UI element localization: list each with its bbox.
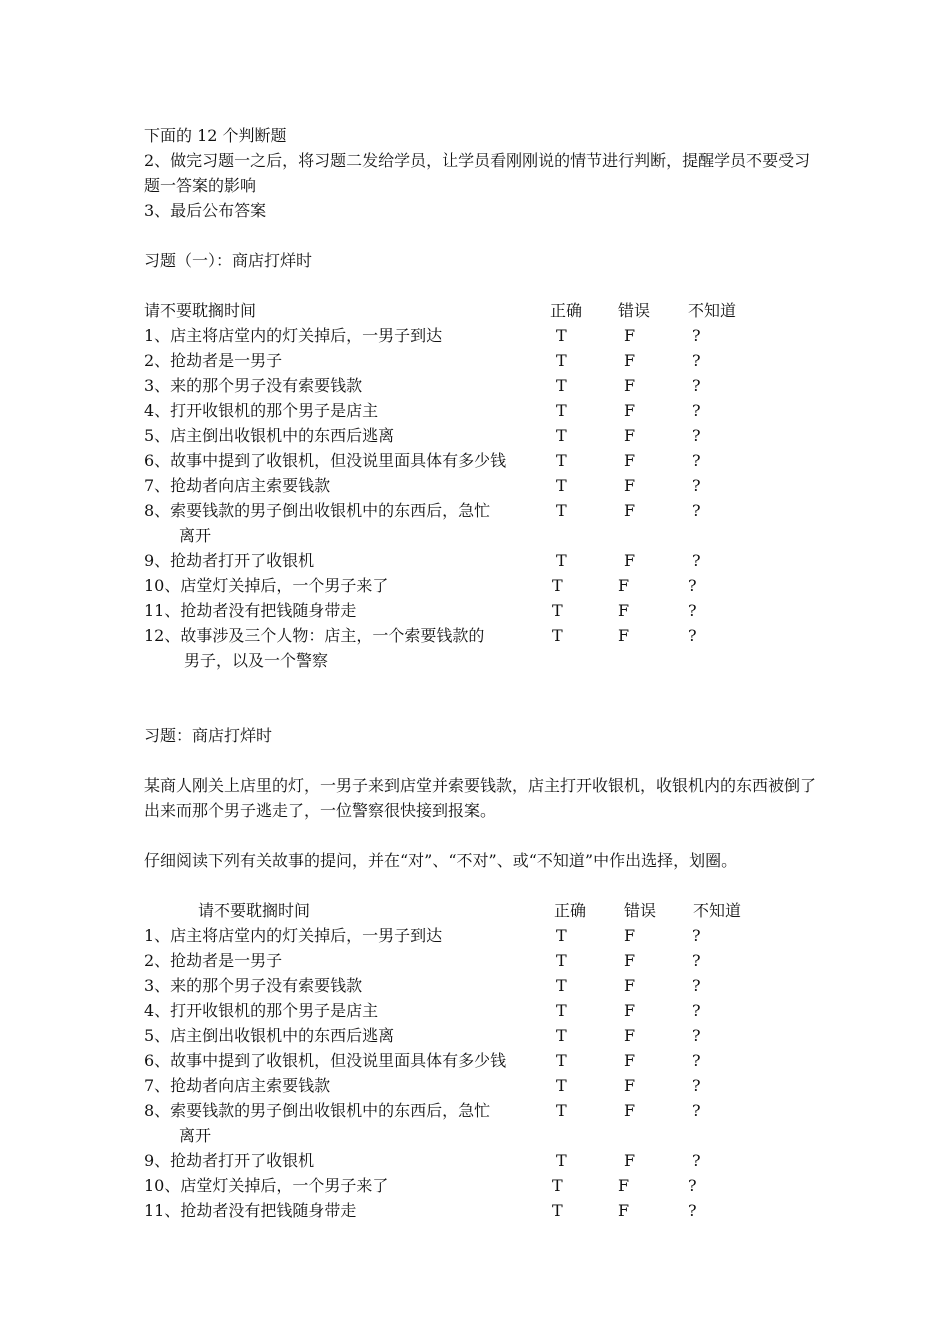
false-option[interactable]: F — [624, 376, 636, 395]
unknown-option[interactable]: ? — [692, 551, 701, 570]
true-option[interactable]: T — [552, 576, 563, 595]
false-option[interactable]: F — [624, 1101, 636, 1120]
false-option[interactable]: F — [624, 976, 636, 995]
true-option[interactable]: T — [552, 626, 563, 645]
false-option[interactable]: F — [624, 451, 636, 470]
unknown-option[interactable]: ? — [692, 351, 701, 370]
section2-question-list — [144, 923, 824, 1223]
question-text: 3、来的那个男子没有索要钱款 — [144, 976, 363, 995]
false-option[interactable]: F — [624, 1026, 636, 1045]
question-text: 1、店主将店堂内的灯关掉后，一男子到达 — [144, 326, 443, 345]
unknown-option[interactable]: ? — [692, 1076, 701, 1095]
section1-header-label: 请不要耽搁时间 — [144, 301, 257, 320]
question-row — [144, 1173, 824, 1198]
question-row — [144, 498, 824, 548]
unknown-option[interactable]: ? — [692, 1101, 701, 1120]
question-text: 5、店主倒出收银机中的东西后逃离 — [144, 1026, 395, 1045]
question-text: 6、故事中提到了收银机，但没说里面具体有多少钱 — [144, 451, 507, 470]
unknown-option[interactable]: ? — [688, 601, 697, 620]
true-option[interactable]: T — [556, 551, 567, 570]
unknown-option[interactable]: ? — [692, 401, 701, 420]
false-option[interactable]: F — [618, 1201, 630, 1220]
unknown-option[interactable]: ? — [692, 326, 701, 345]
true-option[interactable]: T — [556, 1101, 567, 1120]
unknown-option[interactable]: ? — [692, 1051, 701, 1070]
question-row — [144, 373, 824, 398]
true-option[interactable]: T — [556, 1076, 567, 1095]
question-text: 9、抢劫者打开了收银机 — [144, 1151, 315, 1170]
section2-header — [144, 898, 824, 923]
question-row — [144, 323, 824, 348]
section2-header-unknown: 不知道 — [693, 901, 742, 920]
true-option[interactable]: T — [556, 1026, 567, 1045]
true-option[interactable]: T — [556, 426, 567, 445]
true-option[interactable]: T — [552, 1176, 563, 1195]
false-option[interactable]: F — [624, 1076, 636, 1095]
unknown-option[interactable]: ? — [692, 1026, 701, 1045]
true-option[interactable]: T — [556, 401, 567, 420]
section2-title: 习题：商店打烊时 — [144, 726, 273, 745]
question-row — [144, 598, 824, 623]
false-option[interactable]: F — [618, 1176, 630, 1195]
true-option[interactable]: T — [556, 926, 567, 945]
true-option[interactable]: T — [556, 1001, 567, 1020]
false-option[interactable]: F — [624, 326, 636, 345]
false-option[interactable]: F — [624, 926, 636, 945]
false-option[interactable]: F — [624, 426, 636, 445]
unknown-option[interactable]: ? — [688, 1201, 697, 1220]
section2-instruction: 仔细阅读下列有关故事的提问，并在“对”、“不对”、或“不知道”中作出选择，划圈。 — [144, 851, 738, 870]
question-text: 8、索要钱款的男子倒出收银机中的东西后，急忙 — [144, 501, 491, 520]
unknown-option[interactable]: ? — [692, 426, 701, 445]
false-option[interactable]: F — [624, 401, 636, 420]
unknown-option[interactable]: ? — [688, 576, 697, 595]
question-text: 10、店堂灯关掉后，一个男子来了 — [144, 576, 389, 595]
true-option[interactable]: T — [552, 601, 563, 620]
question-row — [144, 998, 824, 1023]
unknown-option[interactable]: ? — [692, 926, 701, 945]
question-text: 9、抢劫者打开了收银机 — [144, 551, 315, 570]
question-text: 4、打开收银机的那个男子是店主 — [144, 401, 379, 420]
question-row — [144, 1148, 824, 1173]
section1-header-false: 错误 — [618, 301, 651, 320]
false-option[interactable]: F — [618, 601, 630, 620]
question-text: 7、抢劫者向店主索要钱款 — [144, 1076, 331, 1095]
true-option[interactable]: T — [556, 451, 567, 470]
question-text: 11、抢劫者没有把钱随身带走 — [144, 601, 357, 620]
question-text: 11、抢劫者没有把钱随身带走 — [144, 1201, 357, 1220]
question-text-continued: 离开 — [179, 526, 212, 545]
intro-line-1: 下面的 12 个判断题 — [144, 126, 287, 145]
section1-question-list — [144, 323, 824, 673]
false-option[interactable]: F — [624, 501, 636, 520]
section2-header-false: 错误 — [624, 901, 657, 920]
section1-header — [144, 298, 824, 323]
unknown-option[interactable]: ? — [688, 626, 697, 645]
question-text: 8、索要钱款的男子倒出收银机中的东西后，急忙 — [144, 1101, 491, 1120]
false-option[interactable]: F — [624, 1001, 636, 1020]
question-row — [144, 398, 824, 423]
true-option[interactable]: T — [556, 976, 567, 995]
document-page — [144, 123, 824, 1223]
question-text: 6、故事中提到了收银机，但没说里面具体有多少钱 — [144, 1051, 507, 1070]
unknown-option[interactable]: ? — [692, 501, 701, 520]
false-option[interactable]: F — [618, 626, 630, 645]
section1-header-true: 正确 — [550, 301, 583, 320]
question-row — [144, 423, 824, 448]
question-row — [144, 473, 824, 498]
question-text: 2、抢劫者是一男子 — [144, 951, 283, 970]
question-text: 12、故事涉及三个人物：店主，一个索要钱款的 — [144, 626, 485, 645]
unknown-option[interactable]: ? — [692, 951, 701, 970]
false-option[interactable]: F — [624, 351, 636, 370]
true-option[interactable]: T — [552, 1201, 563, 1220]
question-row — [144, 923, 824, 948]
intro-line-3: 3、最后公布答案 — [144, 201, 267, 220]
true-option[interactable]: T — [556, 326, 567, 345]
question-text: 10、店堂灯关掉后，一个男子来了 — [144, 1176, 389, 1195]
section1-header-unknown: 不知道 — [688, 301, 737, 320]
section2-header-true: 正确 — [554, 901, 587, 920]
true-option[interactable]: T — [556, 1151, 567, 1170]
unknown-option[interactable]: ? — [692, 376, 701, 395]
true-option[interactable]: T — [556, 1051, 567, 1070]
true-option[interactable]: T — [556, 376, 567, 395]
false-option[interactable]: F — [624, 1051, 636, 1070]
question-row — [144, 973, 824, 998]
question-row — [144, 1073, 824, 1098]
unknown-option[interactable]: ? — [692, 976, 701, 995]
question-text-continued: 离开 — [179, 1126, 212, 1145]
question-row — [144, 1023, 824, 1048]
question-text: 7、抢劫者向店主索要钱款 — [144, 476, 331, 495]
question-row — [144, 1048, 824, 1073]
question-row — [144, 1198, 824, 1223]
section1-title: 习题（一）：商店打烊时 — [144, 251, 313, 270]
question-row — [144, 448, 824, 473]
question-text: 1、店主将店堂内的灯关掉后，一男子到达 — [144, 926, 443, 945]
true-option[interactable]: T — [556, 501, 567, 520]
true-option[interactable]: T — [556, 951, 567, 970]
true-option[interactable]: T — [556, 476, 567, 495]
false-option[interactable]: F — [618, 576, 630, 595]
unknown-option[interactable]: ? — [692, 476, 701, 495]
question-row — [144, 348, 824, 373]
unknown-option[interactable]: ? — [692, 451, 701, 470]
question-row — [144, 623, 824, 673]
question-row — [144, 548, 824, 573]
section2-story: 某商人刚关上店里的灯，一男子来到店堂并索要钱款，店主打开收银机，收银机内的东西被倒了出来而那个男子逃走了，一位警察很快接到报案。 — [144, 776, 817, 820]
false-option[interactable]: F — [624, 476, 636, 495]
false-option[interactable]: F — [624, 551, 636, 570]
question-text: 2、抢劫者是一男子 — [144, 351, 283, 370]
question-text: 3、来的那个男子没有索要钱款 — [144, 376, 363, 395]
unknown-option[interactable]: ? — [692, 1151, 701, 1170]
question-row — [144, 1098, 824, 1148]
true-option[interactable]: T — [556, 351, 567, 370]
false-option[interactable]: F — [624, 1151, 636, 1170]
question-row — [144, 573, 824, 598]
unknown-option[interactable]: ? — [688, 1176, 697, 1195]
section2-header-label: 请不要耽搁时间 — [198, 901, 311, 920]
question-text-continued: 男子，以及一个警察 — [184, 651, 329, 670]
question-row — [144, 948, 824, 973]
false-option[interactable]: F — [624, 951, 636, 970]
question-text: 4、打开收银机的那个男子是店主 — [144, 1001, 379, 1020]
unknown-option[interactable]: ? — [692, 1001, 701, 1020]
intro-line-2: 2、做完习题一之后，将习题二发给学员，让学员看刚刚说的情节进行判断，提醒学员不要受习题一答案的影响 — [144, 151, 811, 195]
question-text: 5、店主倒出收银机中的东西后逃离 — [144, 426, 395, 445]
